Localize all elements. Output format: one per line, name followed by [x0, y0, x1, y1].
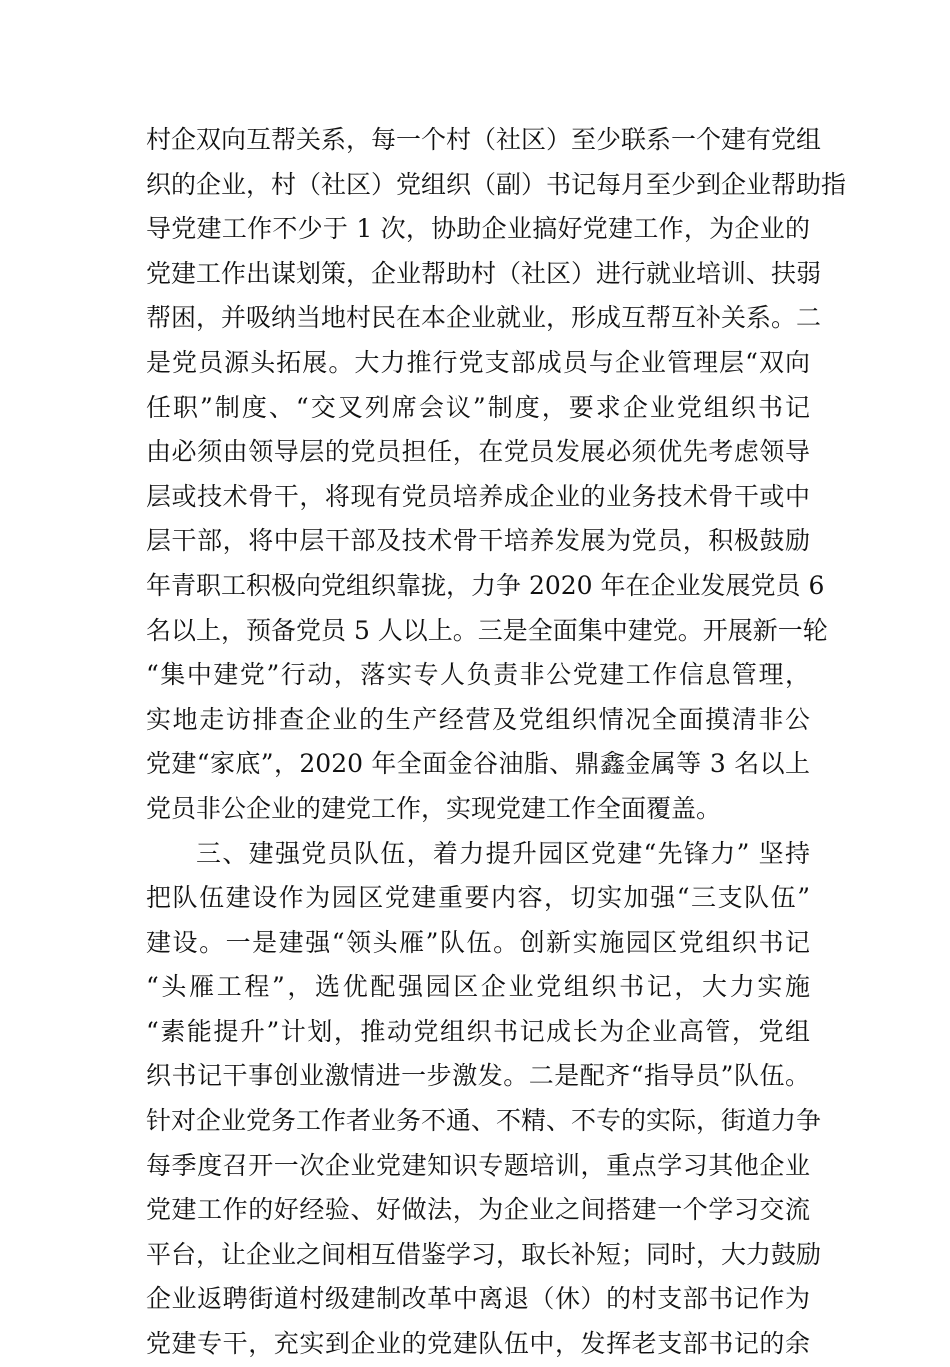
text-line: 党建工作的好经验、好做法，为企业之间搭建一个学习交流	[146, 1195, 810, 1225]
text-line: “集中建党”行动，落实专人负责非公党建工作信息管理，	[146, 660, 810, 690]
text-line: 实地走访排查企业的生产经营及党组织情况全面摸清非公	[146, 704, 810, 734]
text-line: 任职”制度、“交叉列席会议”制度，要求企业党组织书记	[146, 392, 810, 422]
text-line: 建设。一是建强“领头雁”队伍。创新实施园区党组织书记	[146, 927, 810, 957]
text-line: 层干部，将中层干部及技术骨干培养发展为党员，积极鼓励	[146, 526, 810, 556]
text-line: 党建专干，充实到企业的党建队伍中，发挥老支部书记的余	[146, 1329, 810, 1359]
text-line: 针对企业党务工作者业务不通、不精、不专的实际，街道力争	[146, 1106, 822, 1136]
text-line: “素能提升”计划，推动党组织书记成长为企业高管，党组	[146, 1016, 810, 1046]
text-line: 村企双向互帮关系，每一个村（社区）至少联系一个建有党组	[146, 125, 822, 154]
text-line: 把队伍建设作为园区党建重要内容，切实加强“三支队伍”	[146, 883, 810, 913]
text-line: 是党员源头拓展。大力推行党支部成员与企业管理层“双向	[146, 347, 810, 377]
text-line: “头雁工程”，选优配强园区企业党组织书记，大力实施	[146, 972, 810, 1002]
text-line: 织的企业，村（社区）党组织（副）书记每月至少到企业帮助指	[146, 169, 847, 199]
section-heading-line: 三、建强党员队伍，着力提升园区党建“先锋力” 坚持	[196, 838, 810, 868]
text-line: 织书记干事创业激情进一步激发。二是配齐“指导员”队伍。	[146, 1061, 810, 1091]
text-line: 平台，让企业之间相互借鉴学习，取长补短；同时，大力鼓励	[146, 1239, 822, 1269]
text-line: 名以上，预备党员 5 人以上。三是全面集中建党。开展新一轮	[146, 615, 828, 645]
text-line: 企业返聘街道村级建制改革中离退（休）的村支部书记作为	[146, 1284, 810, 1314]
text-line: 每季度召开一次企业党建知识专题培训，重点学习其他企业	[146, 1150, 810, 1180]
paragraph-end-line: 党员非公企业的建党工作，实现党建工作全面覆盖。	[146, 793, 722, 823]
text-line: 帮困，并吸纳当地村民在本企业就业，形成互帮互补关系。二	[146, 303, 822, 333]
text-line: 层或技术骨干，将现有党员培养成企业的业务技术骨干或中	[146, 481, 810, 511]
text-line: 由必须由领导层的党员担任，在党员发展必须优先考虑领导	[146, 437, 810, 467]
text-line: 党建“家底”，2020 年全面金谷油脂、鼎鑫金属等 3 名以上	[146, 749, 810, 779]
text-line: 年青职工积极向党组织靠拢，力争 2020 年在企业发展党员 6	[146, 570, 825, 600]
body-text	[146, 118, 847, 1367]
text-line: 党建工作出谋划策，企业帮助村（社区）进行就业培训、扶弱	[146, 258, 822, 288]
text-line: 导党建工作不少于 1 次，协助企业搞好党建工作，为企业的	[146, 214, 810, 244]
